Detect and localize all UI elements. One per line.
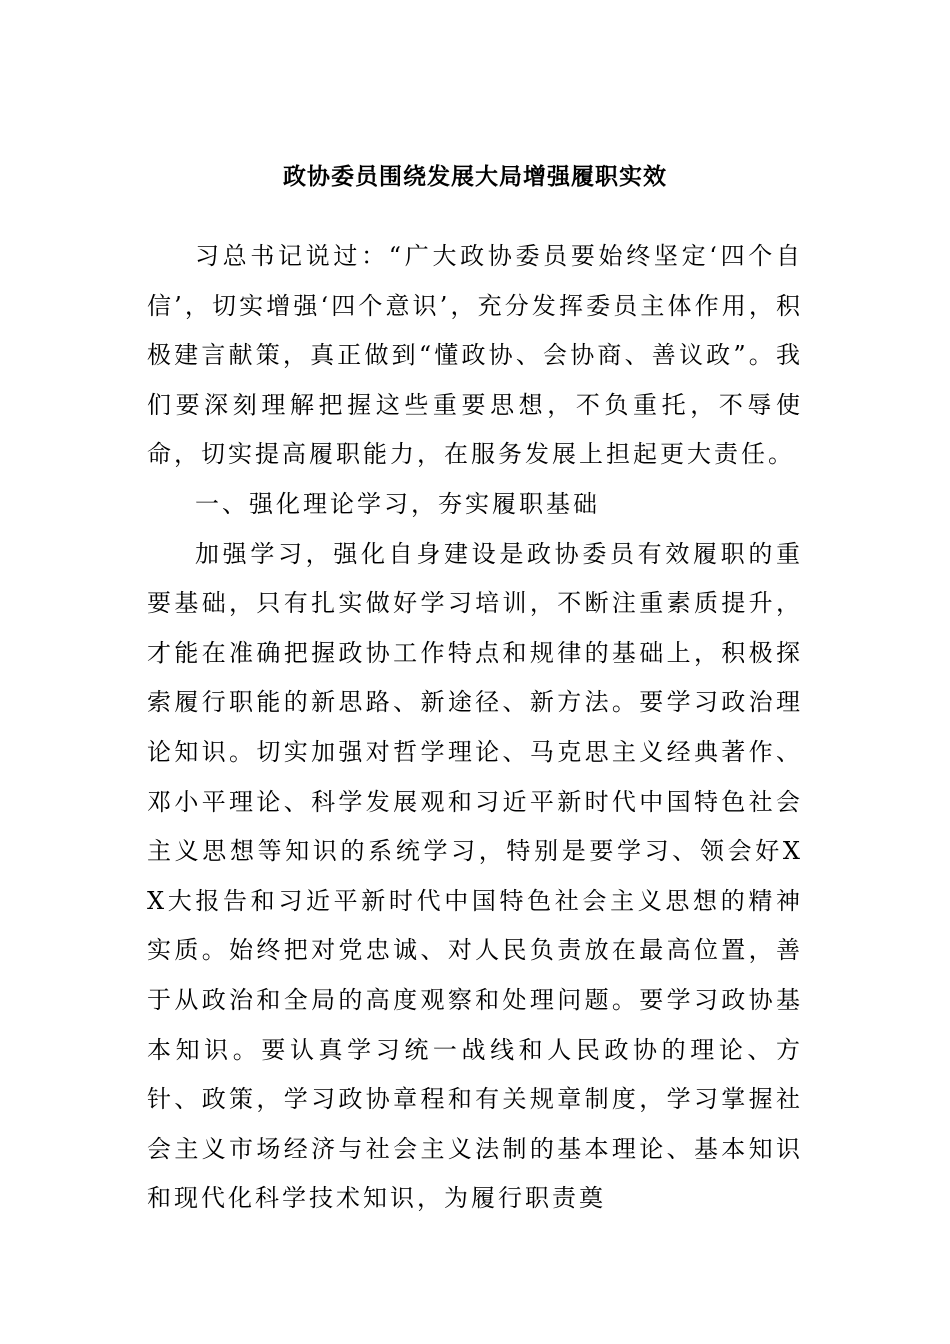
paragraph-study: 加强学习，强化自身建设是政协委员有效履职的重要基础，只有扎实做好学习培训，不断注重素质提升，才能在准确把握政协工作特点和规律的基础上，积极探索履行职能的新思路、新途径、新方法。要学习政治理论知识。切实加强对哲学理论、马克思主义经典著作、邓小平理论、科学发展观和习近平新时代中国特色社会主义思想等知识的系统学习，特别是要学习、领会好XX大报告和习近平新时代中国特色社会主义思想的精神实质。始终把对党忠诚、对人民负责放在最高位置，善于从政治和全局的高度观察和处理问题。要学习政协基本知识。要认真学习统一战线和人民政协的理论、方针、政策，学习政协章程和有关规章制度，学习掌握社会主义市场经济与社会主义法制的基本理论、基本知识和现代化科学技术知识，为履行职责奠	[147, 539, 803, 1213]
document-title: 政协委员围绕发展大局增强履职实效	[283, 164, 667, 190]
section-heading-1: 一、强化理论学习，夯实履职基础	[195, 489, 600, 518]
document-body	[147, 232, 803, 1224]
paragraph-intro: 习总书记说过：“广大政协委员要始终坚定‘四个自信’，切实增强‘四个意识’，充分发挥委员主体作用，积极建言献策，真正做到“懂政协、会协商、善议政”。我们要深刻理解把握这些重要思想，不负重托，不辱使命，切实提高履职能力，在服务发展上担起更大责任。	[147, 242, 803, 469]
